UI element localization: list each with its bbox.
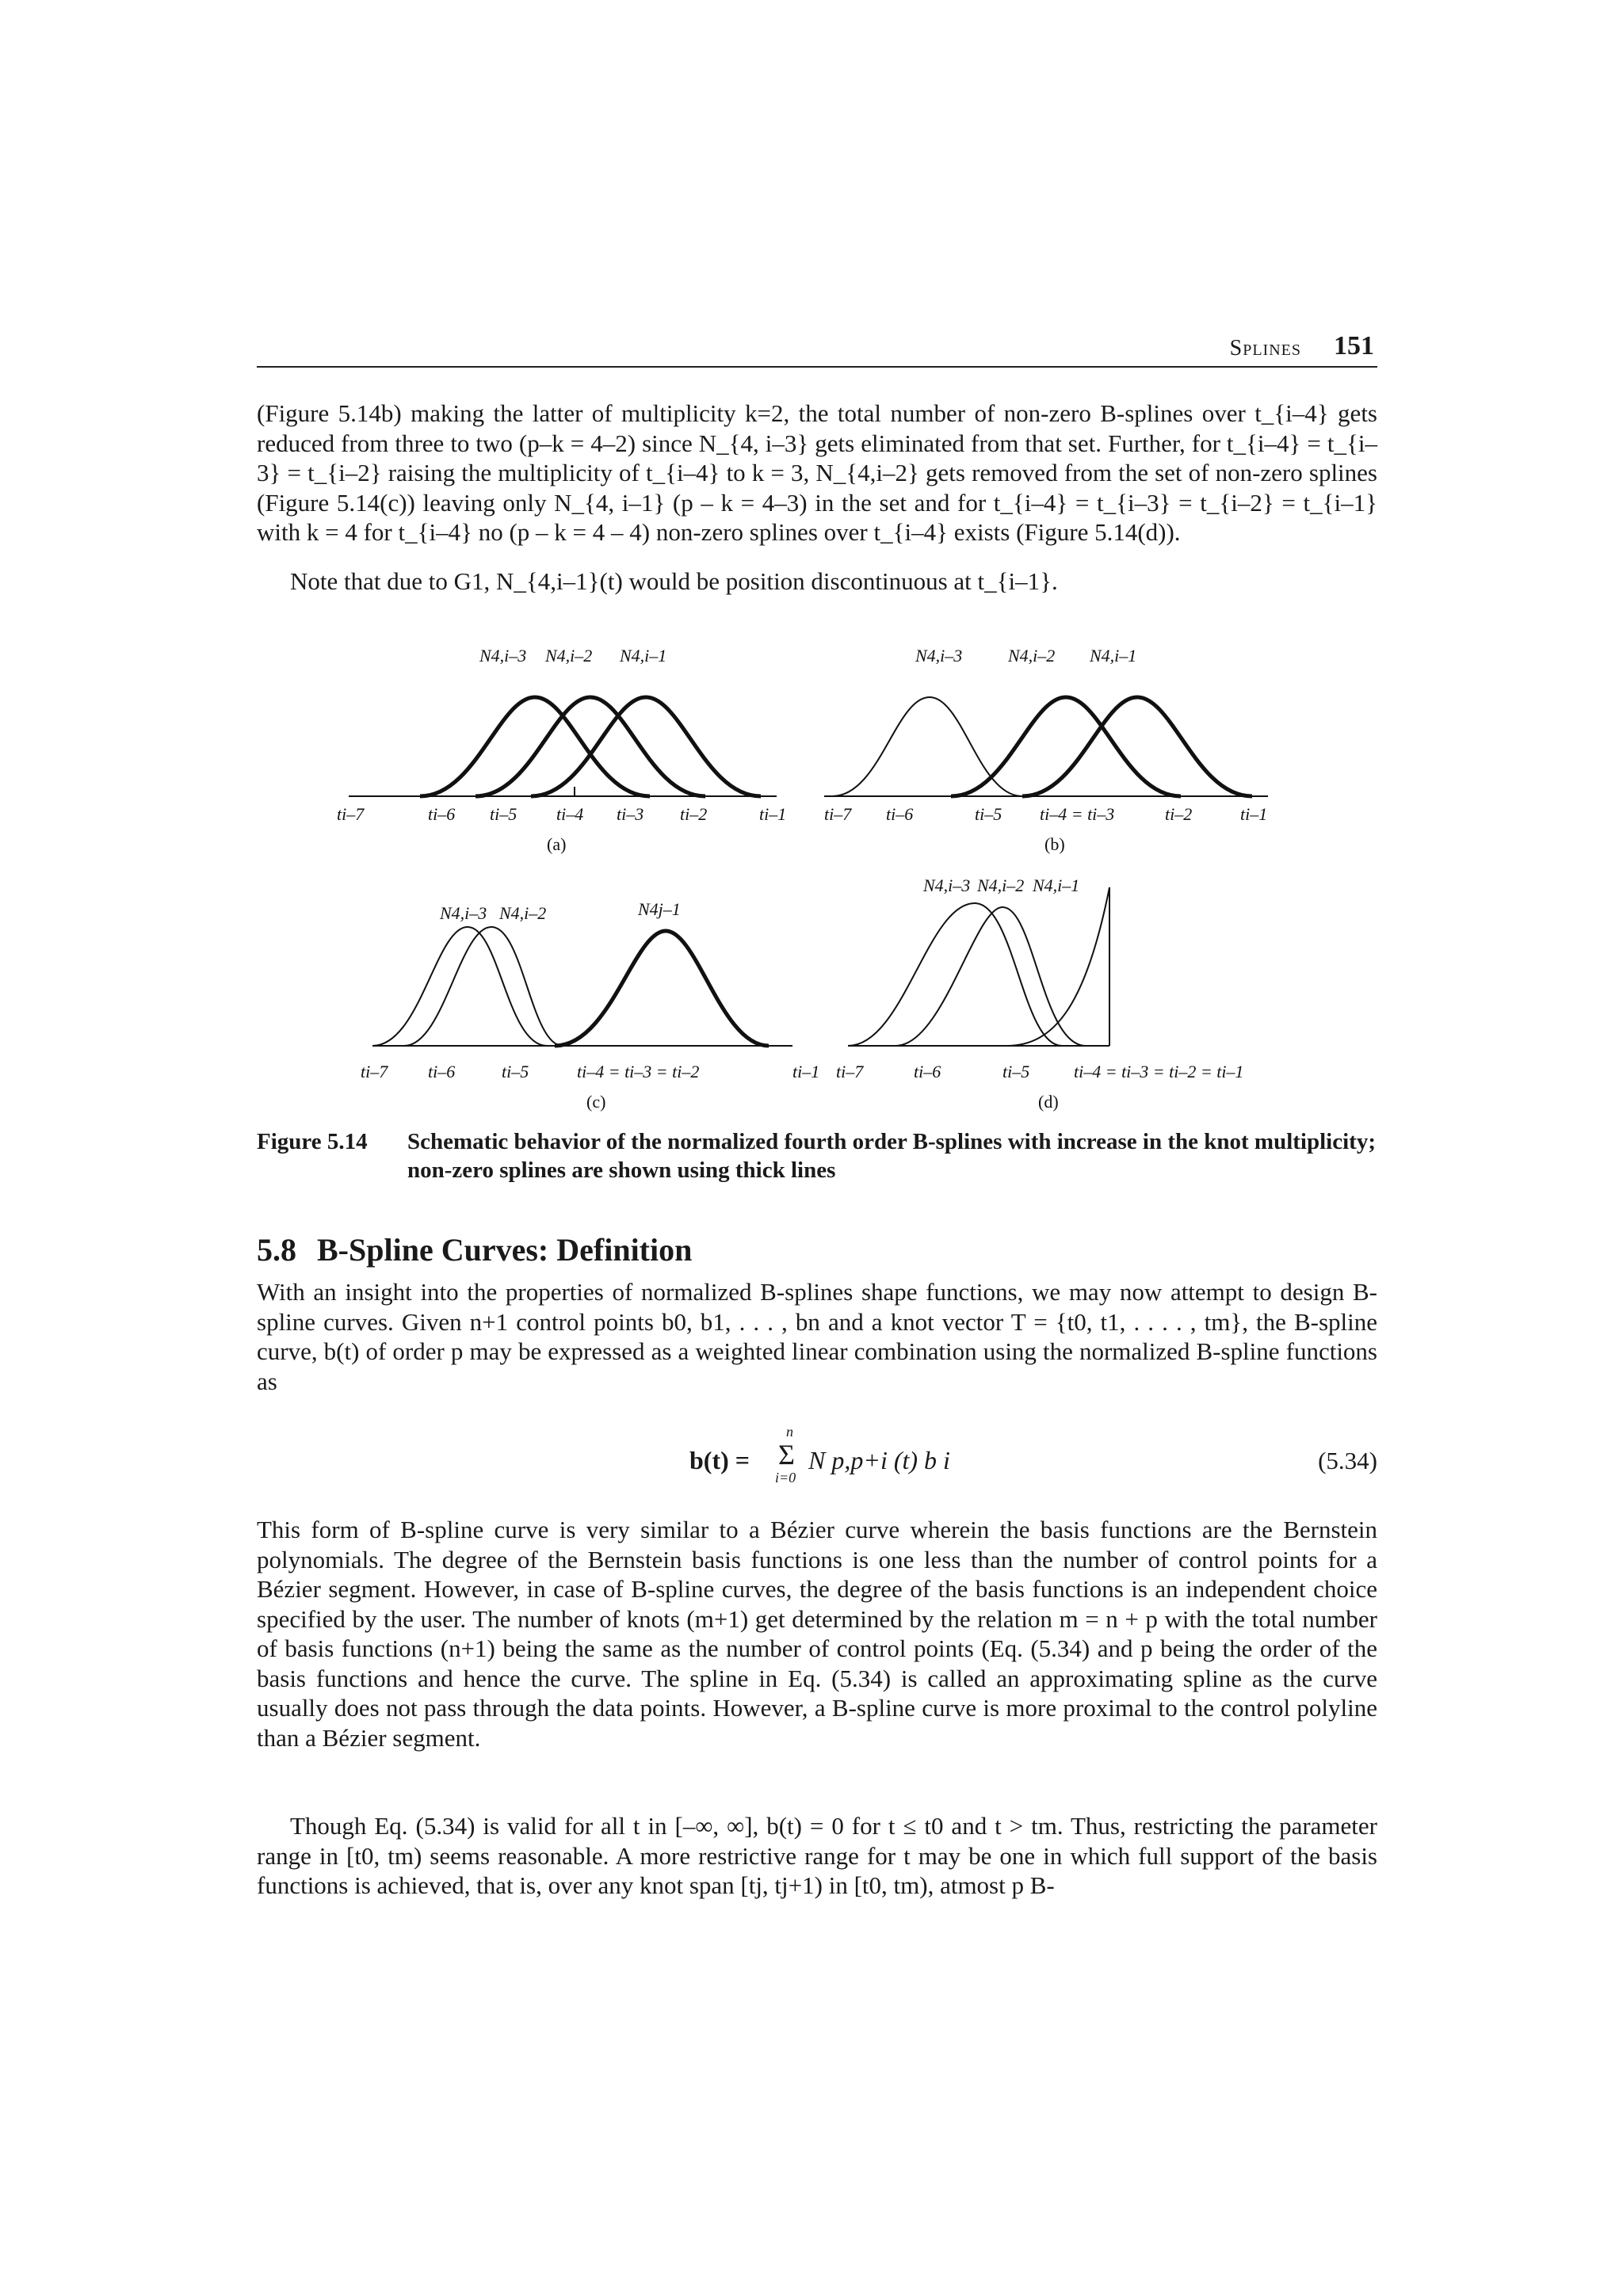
knot-d-0: ti–7 [836, 1062, 864, 1081]
knot-a-5: ti–2 [680, 804, 708, 824]
curve-d-1 [848, 903, 1062, 1046]
knot-d-1: ti–6 [914, 1062, 941, 1081]
label-b-1: N4,i–3 [915, 646, 963, 666]
knot-d-2: ti–5 [1002, 1062, 1030, 1081]
label-c-2: N4,i–2 [499, 903, 547, 923]
knot-a-0: ti–7 [337, 804, 365, 824]
curve-c-1 [372, 927, 547, 1046]
knot-c-0: ti–7 [361, 1062, 388, 1081]
curve-c-2 [404, 927, 563, 1046]
page-number: 151 [1334, 331, 1374, 360]
section-number: 5.8 [257, 1232, 296, 1268]
knot-b-0: ti–7 [824, 804, 852, 824]
label-b-3: N4,i–1 [1090, 646, 1137, 666]
knot-b-2: ti–5 [975, 804, 1002, 824]
knot-a-1: ti–6 [428, 804, 456, 824]
running-title: Splines [1229, 336, 1301, 360]
figure-5-14 [325, 626, 1292, 1117]
eq-rhs: N p,p+i (t) b i [808, 1446, 950, 1474]
paragraph-4: This form of B-spline curve is very similar to a Bézier curve wherein the basis functions are the Bernstein polynomials. The degree of the Bernstein basis functions is one less than the number of control points for a Bézier segment. However, in case of B-spline curves, the degree of the basis functions is an independent choice specified by the user. The number of knots (m+1) get determined by the relation m = n + p with the total number of basis functions (n+1) being the same as the number of control points (Eq. (5.34) and p being the order of the basis functions and hence the curve. The spline in Eq. (5.34) is called an approximating spline as the curve usually does not pass through the data points. However, a B-spline curve is more proximal to the control polyline than a Bézier segment. [257, 1516, 1377, 1752]
label-a-2: N4,i–2 [545, 646, 593, 666]
knot-c-2: ti–5 [502, 1062, 529, 1081]
knot-c-1: ti–6 [428, 1062, 456, 1081]
panel-d-label: (d) [1038, 1092, 1059, 1112]
sigma-icon: Σ [778, 1439, 795, 1470]
knot-a-6: ti–1 [759, 804, 787, 824]
equation-5-34 [689, 1422, 1086, 1486]
panel-c-label: (c) [586, 1092, 606, 1112]
knot-c-3: ti–4 = ti–3 = ti–2 [577, 1062, 700, 1081]
eq-sum-lower: i=0 [775, 1470, 796, 1486]
knot-d-3: ti–4 = ti–3 = ti–2 = ti–1 [1074, 1062, 1244, 1081]
caption-text: Schematic behavior of the normalized fourth order B-splines with increase in the knot multiplicity; non-zero splines are shown using thick lines [407, 1129, 1376, 1183]
curve-d-3 [1006, 887, 1109, 1046]
section-title: B-Spline Curves: Definition [317, 1232, 693, 1268]
paragraph-2: Note that due to G1, N_{4,i–1}(t) would be position discontinuous at t_{i–1}. [290, 567, 1058, 595]
label-d-3: N4,i–1 [1033, 875, 1080, 895]
knot-a-2: ti–5 [490, 804, 517, 824]
label-a-3: N4,i–1 [620, 646, 667, 666]
knot-b-1: ti–6 [886, 804, 914, 824]
caption-label: Figure 5.14 [257, 1129, 368, 1154]
paragraph-1: (Figure 5.14b) making the latter of multiplicity k=2, the total number of non-zero B-splines over t_{i–4} gets reduced from three to two (p–k = 4–2) since N_{4, i–3} gets eliminated from that set. Further, for t_{i–4} = t_{i–3} = t_{i–2} raising the multiplicity of t_{i–4} to k = 3, N_{4,i–2} gets removed from the set of non-zero splines (Figure 5.14(c)) leaving only N_{4, i–1} (p – k = 4–3) in the set and for t_{i–4} = t_{i–3} = t_{i–2} = t_{i–1} with k = 4 for t_{i–4} no (p – k = 4 – 4) non-zero splines over t_{i–4} exists (Figure 5.14(d)). [257, 399, 1377, 546]
curve-d-2 [896, 907, 1086, 1046]
section-heading [257, 1231, 692, 1268]
label-c-1: N4,i–3 [440, 903, 487, 923]
knot-b-3: ti–4 = ti–3 [1040, 804, 1115, 824]
label-d-1: N4,i–3 [923, 875, 971, 895]
running-header [257, 331, 1377, 368]
knot-b-4: ti–2 [1165, 804, 1193, 824]
label-d-2: N4,i–2 [977, 875, 1025, 895]
eq-lhs: b(t) = [689, 1446, 750, 1474]
curve-c-3 [555, 931, 769, 1046]
label-b-2: N4,i–2 [1008, 646, 1056, 666]
equation-number: (5.34) [1318, 1447, 1377, 1474]
knot-c-4: ti–1 [792, 1062, 820, 1081]
curve-b-1 [832, 697, 1022, 796]
paragraph-3: With an insight into the properties of normalized B-splines shape functions, we may now attempt to design B-spline curves. Given n+1 control points b0, b1, . . . , bn and a knot vector T = {t0, t1, . . . . , tm}, the B-spline curve, b(t) of order p may be expressed as a weighted linear combination using the normalized B-spline functions as [257, 1278, 1377, 1395]
label-a-1: N4,i–3 [479, 646, 527, 666]
paragraph-5: Though Eq. (5.34) is valid for all t in [–∞, ∞], b(t) = 0 for t ≤ t0 and t > tm. Thus, restricting the parameter range in [t0, tm) seems reasonable. A more restrictive range for t may be one in which full support of the basis functions is achieved, that is, over any knot span [tj, tj+1) in [t0, tm), atmost p B- [257, 1812, 1377, 1899]
label-c-3: N4j–1 [638, 899, 681, 919]
curve-b-2 [951, 697, 1181, 796]
panel-b-label: (b) [1044, 834, 1065, 854]
curve-b-3 [1022, 697, 1252, 796]
eq-sum-upper: n [786, 1424, 793, 1440]
knot-a-3: ti–4 [556, 804, 584, 824]
knot-a-4: ti–3 [617, 804, 644, 824]
knot-b-5: ti–1 [1240, 804, 1268, 824]
panel-a-label: (a) [547, 834, 567, 854]
